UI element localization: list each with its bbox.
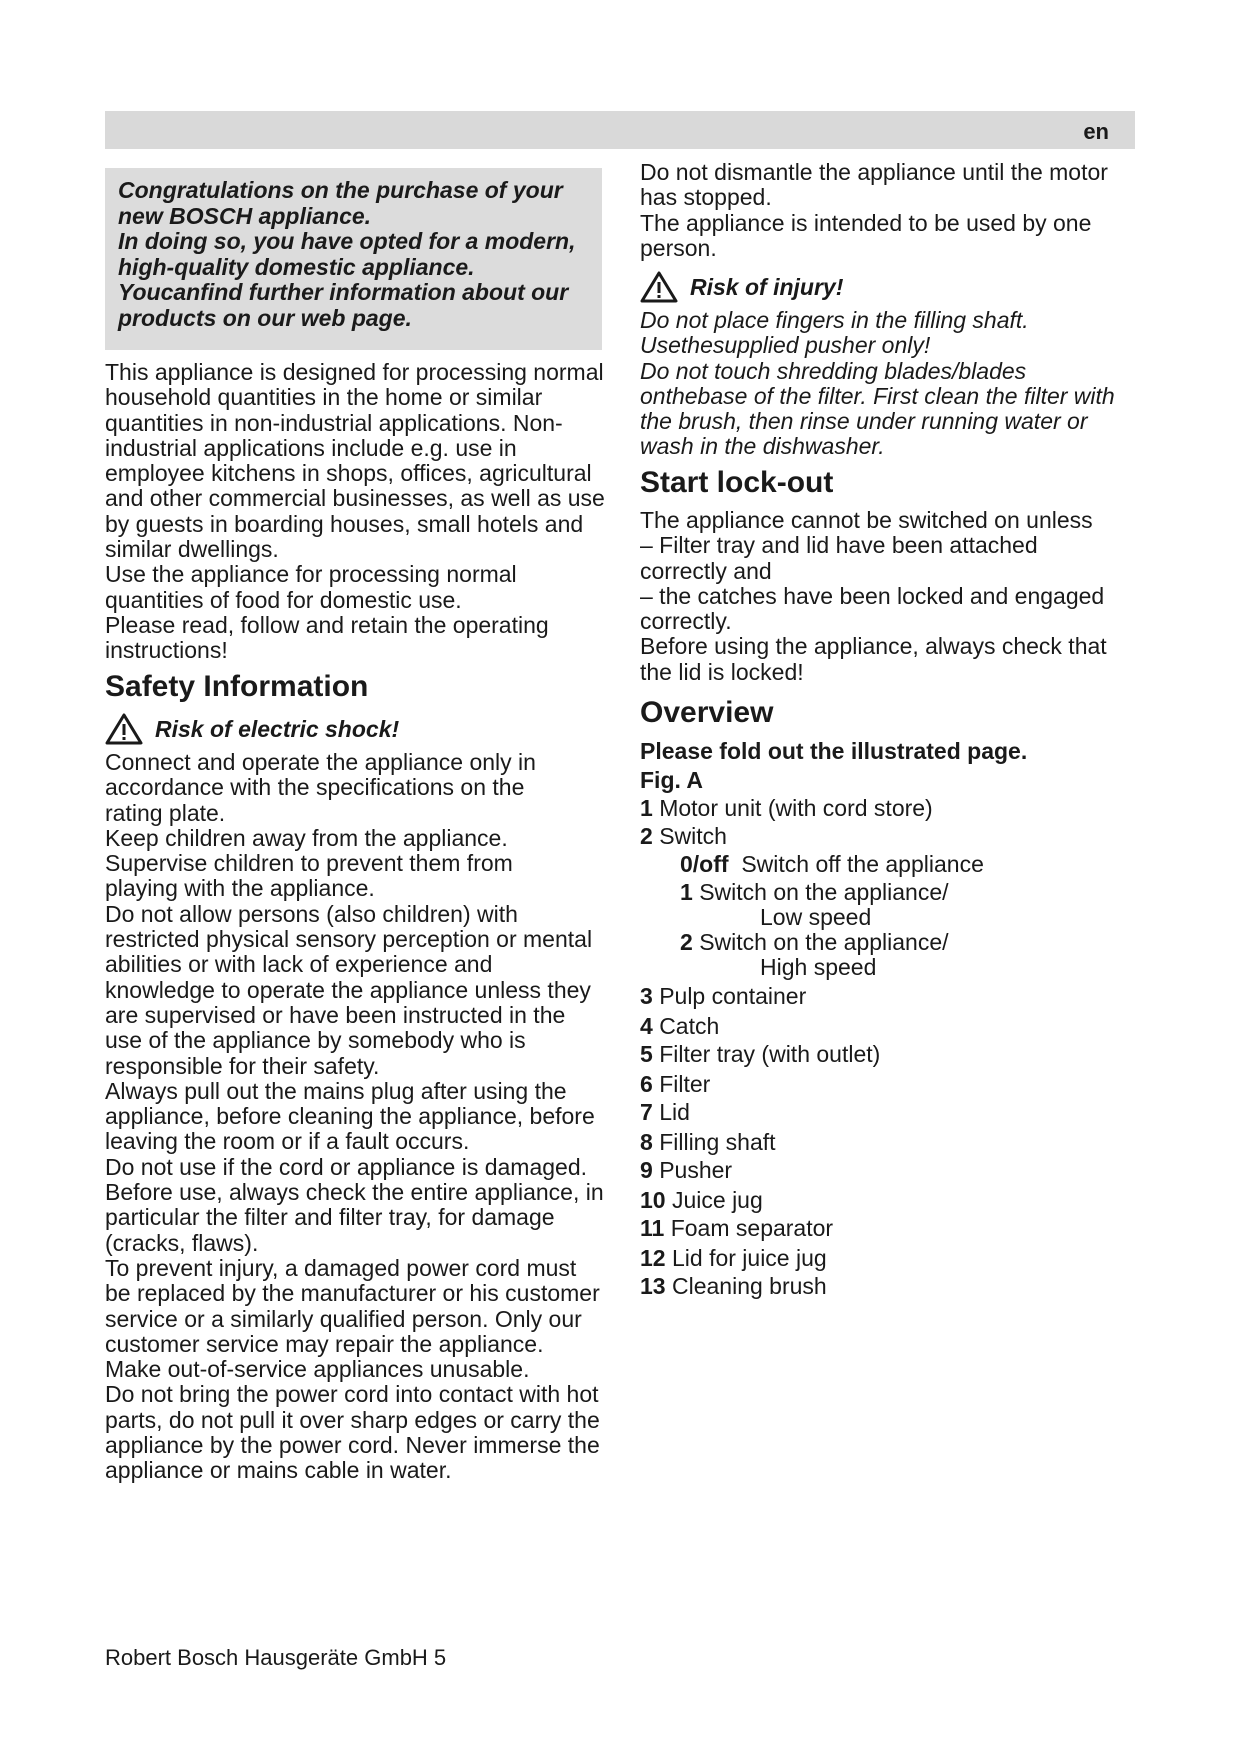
paragraph: Do not bring the power cord into contact with hot parts, do not pull it over sharp edges or carry the appliance by the power cord. Never immerse the appliance or mains cable in water. bbox=[105, 1381, 600, 1484]
paragraph: Do not place fingers in the filling shaft. Usethesupplied pusher only! bbox=[640, 307, 1029, 359]
list-item: 10 Juice jug bbox=[640, 1187, 763, 1213]
switch-one-sub: Low speed bbox=[760, 904, 872, 930]
warning-icon bbox=[105, 713, 143, 745]
list-item: – the catches have been locked and engaged correctly. bbox=[640, 582, 1105, 635]
injury-warning bbox=[640, 270, 843, 304]
shock-warning bbox=[105, 712, 399, 746]
paragraph: The appliance is intended to be used by one person. bbox=[640, 209, 1092, 261]
list-item: – Filter tray and lid have been attached correctly and bbox=[640, 532, 1038, 584]
list-item: 3 Pulp container bbox=[640, 983, 807, 1009]
list-item: 11 Foam separator bbox=[640, 1215, 834, 1241]
figure-label: Fig. A bbox=[640, 767, 704, 793]
usage-text bbox=[105, 360, 605, 664]
intro-box bbox=[105, 168, 602, 350]
intro-line: In doing so, you have opted for a modern, high-quality domestic appliance. bbox=[118, 228, 576, 280]
page-footer: Robert Bosch Hausgeräte GmbH 5 bbox=[105, 1645, 447, 1670]
warning-label: Risk of electric shock! bbox=[155, 715, 400, 742]
paragraph: Before using the appliance, always check that the lid is locked! bbox=[640, 633, 1107, 685]
paragraph: Always pull out the mains plug after using the appliance, before cleaning the appliance, before leaving the room or if a fault occurs. bbox=[105, 1077, 595, 1155]
dismantle-text bbox=[640, 160, 1140, 261]
paragraph: The appliance cannot be switched on unless bbox=[640, 507, 1093, 533]
paragraph: Connect and operate the appliance only in accordance with the specifications on the rating plate. bbox=[105, 749, 536, 826]
list-item: 1 Motor unit (with cord store) bbox=[640, 795, 933, 821]
paragraph: Use the appliance for processing normal quantities of food for domestic use. bbox=[105, 561, 517, 613]
paragraph: Do not dismantle the appliance until the motor has stopped. bbox=[640, 159, 1108, 211]
intro-line: Congratulations on the purchase of your new BOSCH appliance. bbox=[118, 177, 563, 229]
safety-text bbox=[105, 750, 605, 1484]
list-item: 4 Catch bbox=[640, 1013, 720, 1039]
paragraph: To prevent injury, a damaged power cord must be replaced by the manufacturer or his customer service or a similarly qualified person. Only our customer service may repair the appliance. Make out-of-service appliances unusable. bbox=[105, 1254, 600, 1383]
list-item: 7 Lid bbox=[640, 1099, 690, 1125]
paragraph: This appliance is designed for processing normal household quantities in the home or similar quantities in non-industrial applications. Non-industrial applications include e.g. use in employee kitchens in shops, offices, agricultural and other commercial businesses, as well as use by guests in boarding houses, small hotels and similar dwellings. bbox=[105, 359, 605, 563]
paragraph: Keep children away from the appliance. Supervise children to prevent them from playing with the appliance. bbox=[105, 824, 513, 902]
list-item: 12 Lid for juice jug bbox=[640, 1245, 827, 1271]
injury-text bbox=[640, 308, 1120, 460]
paragraph: Do not allow persons (also children) with restricted physical sensory perception or mental abilities or with lack of experience and knowledge to operate the appliance unless they are supervised or have been instructed in the use of the appliance by somebody who is responsible for their safety. bbox=[105, 900, 593, 1079]
list-item: 9 Pusher bbox=[640, 1157, 733, 1183]
list-item: 6 Filter bbox=[640, 1071, 711, 1097]
overview-heading: Overview bbox=[640, 696, 774, 729]
safety-heading: Safety Information bbox=[105, 670, 369, 703]
lockout-heading: Start lock-out bbox=[640, 466, 834, 499]
list-item: 8 Filling shaft bbox=[640, 1129, 776, 1155]
switch-two-sub: High speed bbox=[760, 954, 877, 980]
warning-label: Risk of injury! bbox=[690, 273, 844, 300]
language-code: en bbox=[1083, 119, 1109, 144]
header-bar bbox=[105, 111, 1135, 149]
intro-line: Youcanfind further information about our products on our web page. bbox=[118, 279, 569, 331]
list-item: 13 Cleaning brush bbox=[640, 1273, 827, 1299]
switch-one-row: 1 Switch on the appliance/ bbox=[680, 879, 949, 905]
paragraph: Do not touch shredding blades/blades onthebase of the filter. First clean the filter with the brush, then rinse under running water or wash in the dishwasher. bbox=[640, 357, 1115, 460]
paragraph: Do not use if the cord or appliance is damaged. Before use, always check the entire appliance, in particular the filter and filter tray, for damage (cracks, flaws). bbox=[105, 1153, 604, 1256]
switch-off-row: 0/off Switch off the appliance bbox=[680, 851, 984, 877]
warning-icon bbox=[640, 271, 678, 303]
fold-out-note: Please fold out the illustrated page. bbox=[640, 738, 1028, 764]
lockout-text bbox=[640, 508, 1140, 685]
switch-two-row: 2 Switch on the appliance/ bbox=[680, 929, 949, 955]
list-item: 2 Switch bbox=[640, 823, 727, 849]
list-item: 5 Filter tray (with outlet) bbox=[640, 1041, 881, 1067]
paragraph: Please read, follow and retain the operating instructions! bbox=[105, 611, 549, 664]
